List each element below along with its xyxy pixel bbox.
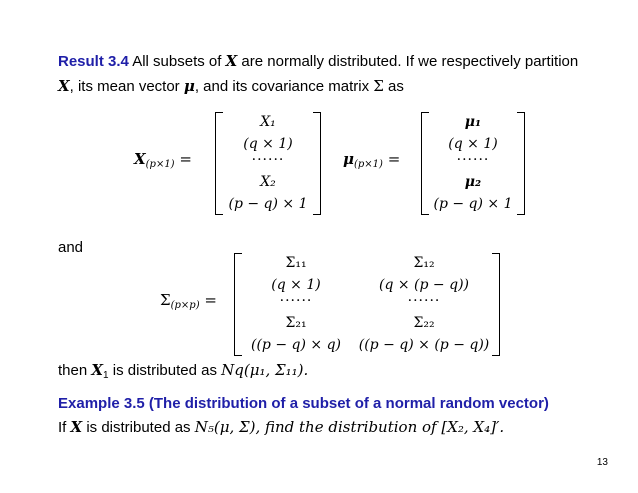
right-bracket <box>313 112 321 215</box>
result-line-2 <box>58 77 404 95</box>
and-text: and <box>58 239 84 256</box>
lhs-subscript: (p×1) <box>145 159 175 170</box>
x-matrix-lhs <box>134 150 192 170</box>
result-line-1 <box>58 52 578 70</box>
equals-sign: = <box>204 291 217 309</box>
var-mu: μ <box>183 77 195 95</box>
matrix-dots: ······ <box>456 152 490 168</box>
page-number: 13 <box>596 457 608 468</box>
example-text-1: If <box>58 419 67 436</box>
sigma-matrix <box>234 253 500 356</box>
matrix-cell: (p − q) × 1 <box>228 196 308 212</box>
matrix-dots: ······ <box>279 293 313 309</box>
example-text-2: is distributed as <box>86 419 191 436</box>
matrix-dots: ······ <box>407 293 441 309</box>
matrix-cell: (q × 1) <box>243 136 293 152</box>
result-text-2: are normally distributed. If we respectively partition <box>241 53 579 70</box>
equals-sign: = <box>387 150 401 168</box>
then-text-2: is distributed as <box>112 362 217 379</box>
matrix-cell: ((p − q) × q) <box>251 337 341 353</box>
var-x: X <box>70 418 83 436</box>
right-bracket <box>492 253 500 356</box>
left-bracket <box>421 112 429 215</box>
matrix-cell: ((p − q) × (p − q)) <box>358 337 490 353</box>
equals-sign: = <box>179 150 192 168</box>
mu-vector <box>421 112 525 215</box>
matrix-cell: (q × 1) <box>271 277 321 293</box>
then-text-1: then <box>58 362 88 379</box>
result-label: Result 3.4 <box>58 53 129 70</box>
matrix-cell: μ₁ <box>464 114 482 130</box>
matrix-dots: ······ <box>251 152 285 168</box>
matrix-cell: Σ₁₂ <box>413 255 435 271</box>
example-label: Example 3.5 (The distribution of a subset of a normal random vector) <box>58 395 549 412</box>
var-subscript: 1 <box>103 370 109 381</box>
matrix-cell: Σ₂₂ <box>413 315 435 331</box>
var-x: X <box>58 77 70 95</box>
x-matrix <box>215 112 321 215</box>
var-x: X <box>225 52 238 70</box>
example-line <box>58 418 504 436</box>
lhs-var: Σ <box>160 291 171 309</box>
matrix-cell: Σ₂₁ <box>285 315 307 331</box>
matrix-cell: X₁ <box>260 114 276 130</box>
left-bracket <box>234 253 242 356</box>
lhs-var: X <box>134 150 146 168</box>
var-x: X <box>91 361 104 379</box>
distribution-expr: N₅(μ, Σ), find the distribution of [X₂, X₄]′. <box>194 418 505 436</box>
right-bracket <box>517 112 525 215</box>
matrix-cell: X₂ <box>260 174 276 190</box>
lhs-subscript: (p×p) <box>170 300 200 311</box>
mu-vector-lhs <box>343 150 400 170</box>
then-line <box>58 361 308 381</box>
lhs-var: μ <box>343 150 354 168</box>
matrix-cell: Σ₁₁ <box>285 255 307 271</box>
distribution-expr: Nq(μ₁, Σ₁₁). <box>221 361 309 379</box>
matrix-cell: (q × 1) <box>448 136 498 152</box>
result-text-5: as <box>388 78 404 95</box>
result-text-4: , and its covariance matrix <box>194 78 370 95</box>
matrix-cell: (q × (p − q)) <box>379 277 469 293</box>
lhs-subscript: (p×1) <box>353 159 383 170</box>
result-text-3: , its mean vector <box>69 78 180 95</box>
result-text-1: All subsets of <box>132 53 222 70</box>
left-bracket <box>215 112 223 215</box>
sigma-matrix-lhs <box>160 291 217 311</box>
var-sigma: Σ <box>373 77 384 95</box>
matrix-cell: μ₂ <box>464 174 482 190</box>
matrix-cell: (p − q) × 1 <box>433 196 513 212</box>
